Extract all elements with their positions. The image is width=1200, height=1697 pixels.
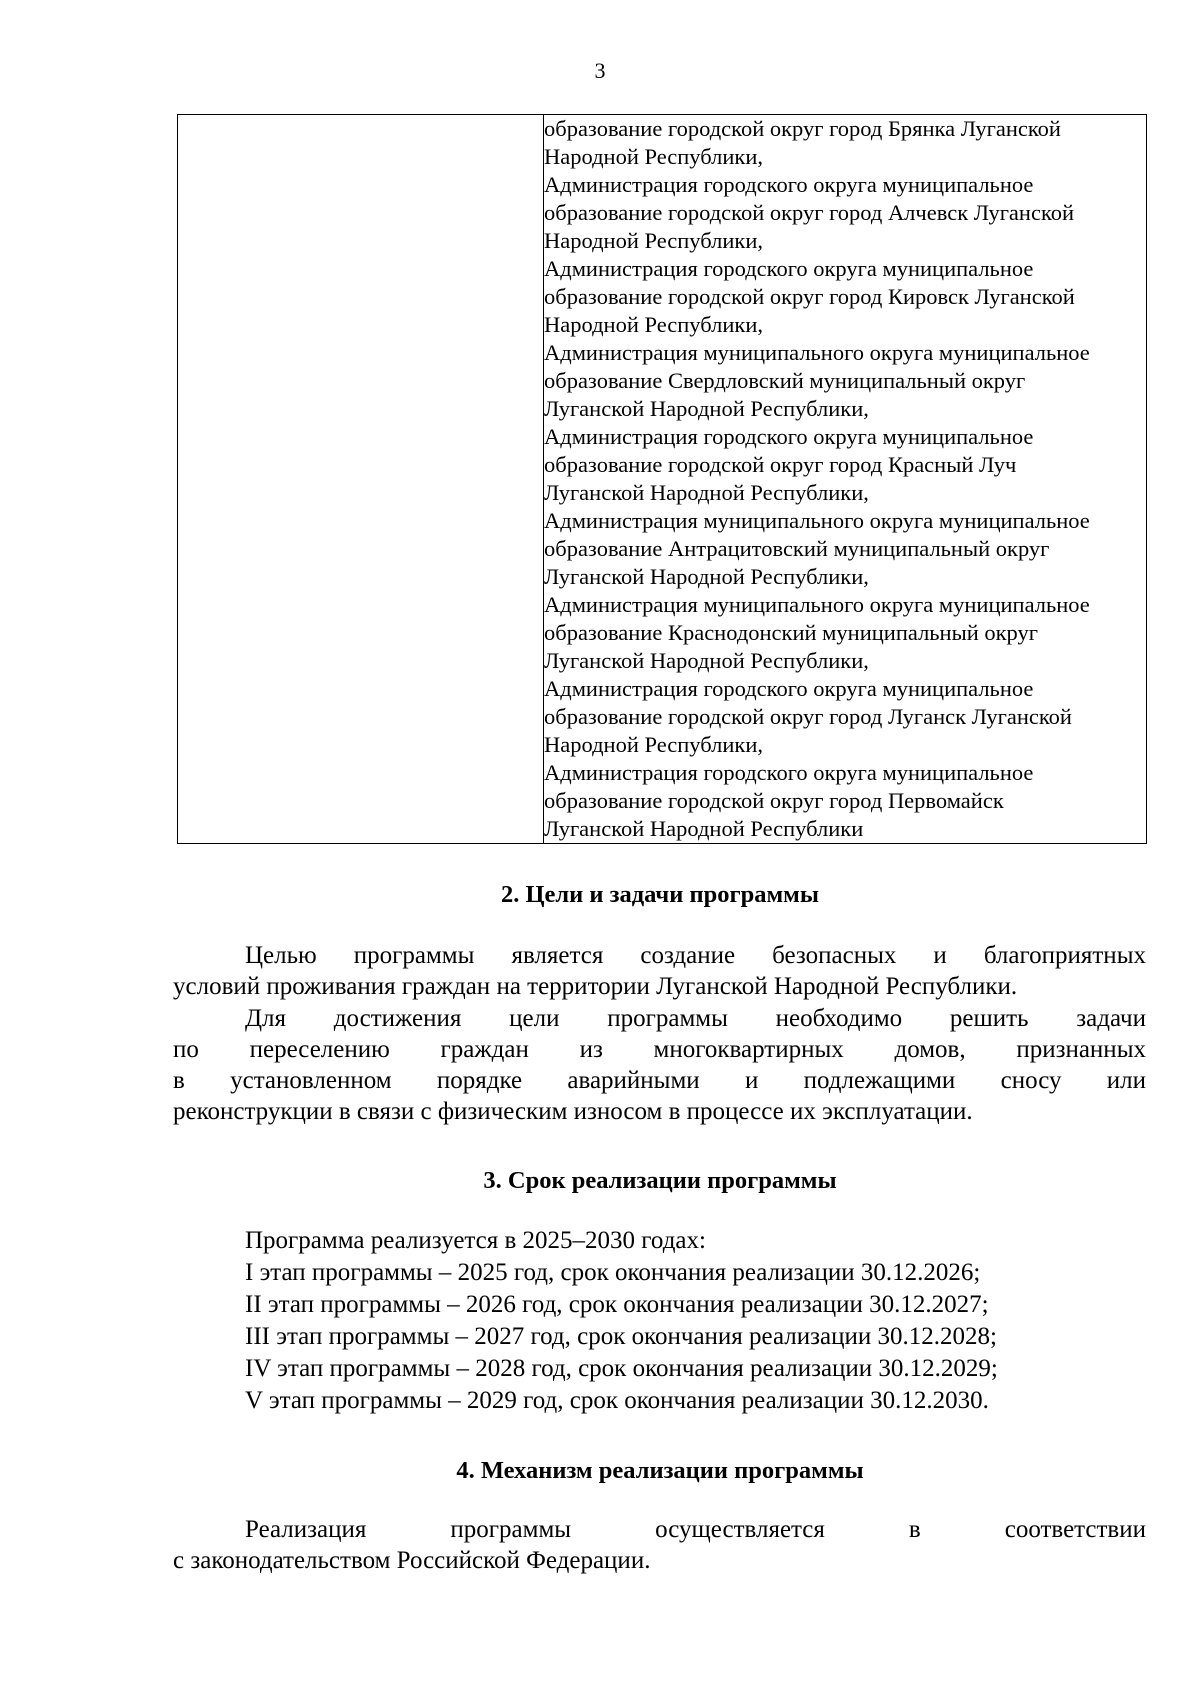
executor-line: Луганской Народной Республики, [544,396,869,421]
executor-line: образование Краснодонский муниципальный округ [544,620,1038,645]
paragraph-line: условий проживания граждан на территории Луганской Народной Республики. [173,973,1018,1000]
stage-line: III этап программы – 2027 год, срок окончания реализации 30.12.2028; [245,1323,997,1350]
executor-line: Администрация муниципального округа муниципальное [544,508,1090,533]
executor-line: образование городской округ город Брянка Луганской [544,116,1061,141]
executors-table [177,114,1147,844]
stage-line: II этап программы – 2026 год, срок окончания реализации 30.12.2027; [245,1291,989,1318]
executor-line: Администрация муниципального округа муниципальное [544,340,1090,365]
executor-line: образование Антрацитовский муниципальный округ [544,536,1050,561]
executor-line: образование городской округ город Кировск Луганской [544,284,1075,309]
stage-line: V этап программы – 2029 год, срок окончания реализации 30.12.2030. [245,1387,989,1414]
executor-line: Администрация городского округа муниципальное [544,424,1034,449]
stage-line: I этап программы – 2025 год, срок окончания реализации 30.12.2026; [245,1259,981,1286]
executor-line: Луганской Народной Республики [544,816,864,841]
executor-line: Народной Республики, [544,144,763,169]
executor-line: образование городской округ город Луганск Луганской [544,704,1072,729]
executor-line: Луганской Народной Республики, [544,648,869,673]
paragraph-line: по переселению граждан из многоквартирных домов, признанных [173,1036,1146,1063]
executor-line: образование Свердловский муниципальный округ [544,368,1026,393]
tasks-paragraph [173,1003,1146,1127]
paragraph-line: Программа реализуется в 2025–2030 годах: [245,1227,706,1254]
section-3-heading: 3. Срок реализации программы [483,1167,837,1194]
stage-line: IV этап программы – 2028 год, срок окончания реализации 30.12.2029; [245,1355,998,1382]
paragraph-line: Реализация программы осуществляется в соответствии [245,1516,1146,1543]
executor-line: Администрация городского округа муниципальное [544,676,1034,701]
table-cell-label [178,115,544,844]
paragraph-line: в установленном порядке аварийными и подлежащими сносу или [173,1067,1146,1094]
executor-line: образование городской округ город Красный Луч [544,452,1017,477]
executor-line: Народной Республики, [544,312,763,337]
executor-line: Народной Республики, [544,732,763,757]
executor-line: Народной Республики, [544,228,763,253]
executor-line: Администрация городского округа муниципальное [544,760,1034,785]
executor-line: Луганской Народной Республики, [544,480,869,505]
paragraph-line: Целью программы является создание безопасных и благоприятных [245,942,1146,969]
paragraph-line: реконструкции в связи с физическим износом в процессе их эксплуатации. [173,1098,973,1125]
executor-line: Администрация муниципального округа муниципальное [544,592,1090,617]
table-row [178,115,1147,844]
period-paragraph [245,1225,1145,1417]
table-cell-executors [544,115,1147,844]
mechanism-paragraph [173,1514,1146,1576]
goal-paragraph [173,940,1146,1002]
section-4-heading: 4. Механизм реализации программы [456,1457,864,1484]
executor-line: Администрация городского округа муниципальное [544,172,1034,197]
page-number: 3 [594,58,606,83]
paragraph-line: Для достижения цели программы необходимо решить задачи [245,1005,1146,1032]
executor-line: образование городской округ город Алчевск Луганской [544,200,1075,225]
section-2-heading: 2. Цели и задачи программы [501,881,819,908]
executor-line: Луганской Народной Республики, [544,564,869,589]
executor-line: Администрация городского округа муниципальное [544,256,1034,281]
executor-line: образование городской округ город Первомайск [544,788,1004,813]
executors-list [544,115,1146,843]
paragraph-line: с законодательством Российской Федерации. [173,1547,651,1574]
